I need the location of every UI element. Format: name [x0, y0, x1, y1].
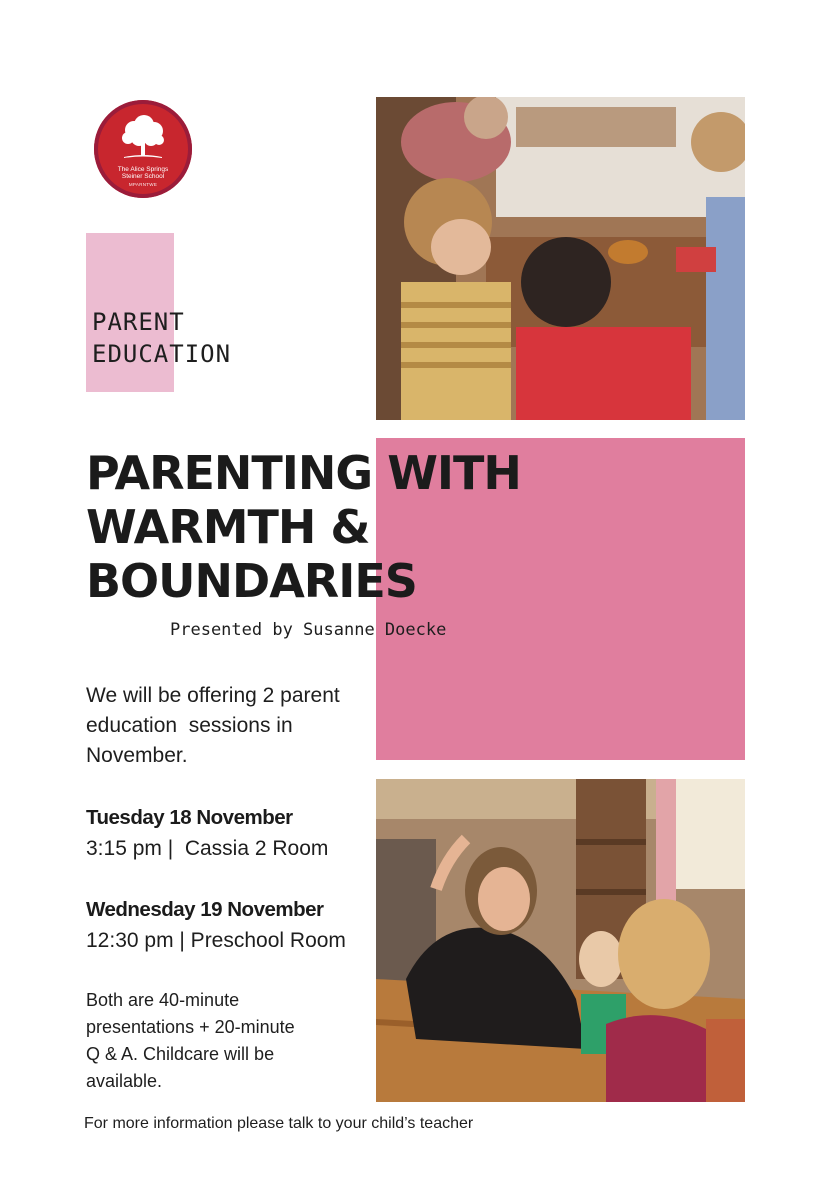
note-line1: Both are 40-minute: [86, 990, 240, 1010]
logo-school-name-line2: Steiner School: [121, 173, 165, 180]
section-label-line2: EDUCATION: [92, 340, 232, 368]
session-1-day: Tuesday 18 November: [86, 806, 293, 829]
session-details-note: [86, 987, 346, 1095]
event-title-line2: WARMTH &: [86, 500, 370, 554]
logo-school-name-line1: The Alice Springs: [117, 166, 169, 173]
photo-teacher-with-children: [376, 779, 745, 1102]
event-title-line1: PARENTING WITH: [86, 446, 521, 500]
session-2-day: Wednesday 19 November: [86, 898, 324, 921]
school-logo: [94, 100, 192, 198]
photo-children-at-table: [376, 97, 745, 420]
event-title-line3: BOUNDARIES: [86, 554, 417, 608]
intro-text: [86, 681, 376, 771]
note-line2: presentations + 20-minute: [86, 1017, 295, 1037]
intro-line1: We will be offering 2 parent: [86, 684, 340, 707]
intro-line2: education sessions in: [86, 714, 293, 737]
session-2-time: 12:30 pm | Preschool Room: [86, 929, 346, 952]
presenter-credit: Presented by Susanne Doecke: [170, 620, 447, 640]
event-title: [86, 446, 586, 608]
section-label-line1: PARENT: [92, 308, 185, 336]
logo-subtitle: MPARNTWE: [128, 182, 158, 187]
note-line4: available.: [86, 1071, 163, 1091]
intro-line3: November.: [86, 744, 188, 767]
note-line3: Q & A. Childcare will be: [86, 1044, 275, 1064]
section-label: [92, 306, 231, 370]
footer-info: For more information please talk to your child’s teacher: [84, 1115, 474, 1132]
session-1-time: 3:15 pm | Cassia 2 Room: [86, 837, 329, 860]
